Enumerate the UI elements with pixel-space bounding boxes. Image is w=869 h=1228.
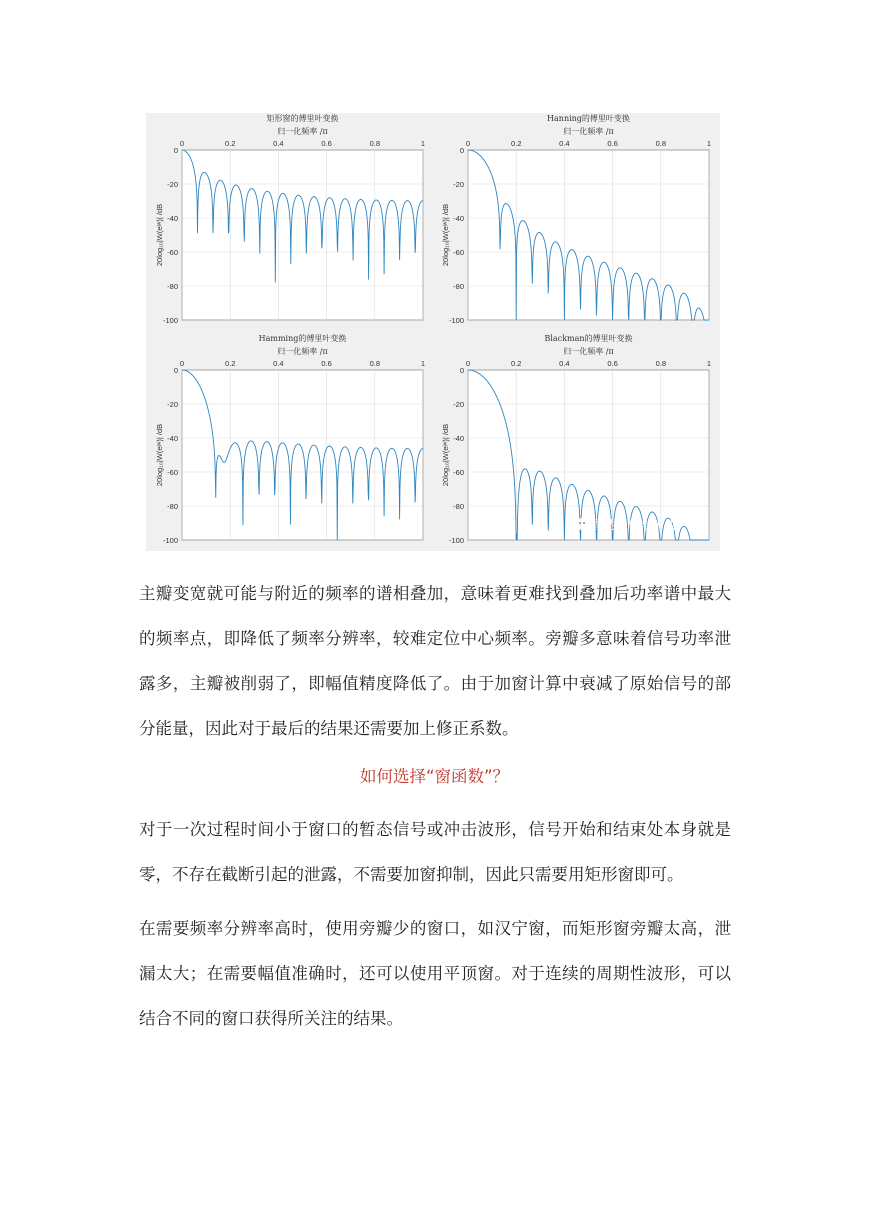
x-tick-label: 0.2 [224,139,236,148]
plot-title: Hamming的傅里叶变换 [258,334,347,343]
y-tick-label: -100 [448,536,464,545]
x-tick-label: 0.2 [224,359,236,368]
y-tick-label: -40 [453,214,464,223]
x-tick-label: 0.2 [510,359,522,368]
spectrum-plot-1 [155,113,425,325]
y-tick-label: -100 [448,316,464,325]
y-tick-label: -80 [167,502,178,511]
x-tick-label: 0.2 [510,139,522,148]
y-tick-label: -20 [453,400,464,409]
x-tick-label: 0.6 [607,139,618,148]
x-tick-label: 0.8 [655,139,667,148]
y-tick-label: -100 [162,316,178,325]
watermark-text: 雷达通信电子战 [592,518,677,532]
x-tick-label: 0 [179,139,185,148]
x-tick-label: 0.4 [559,359,570,368]
y-tick-label: -20 [453,180,464,189]
y-tick-label: 0 [173,366,178,375]
y-tick-label: -100 [162,536,178,545]
x-tick-label: 0.8 [655,359,667,368]
plot-title: Hanning的傅里叶变换 [547,114,630,123]
figure-canvas [146,113,720,551]
y-tick-label: 0 [459,366,464,375]
paragraph-transient: 对于一次过程时间小于窗口的暂态信号或冲击波形，信号开始和结束处本身就是零，不存在截断引起的泄露，不需要加窗抑制，因此只需要用矩形窗即可。 [139,820,731,884]
x-tick-label: 0.6 [321,139,332,148]
wechat-icon [576,518,588,530]
y-tick-label: 0 [173,146,178,155]
y-tick-label: -60 [167,468,178,477]
plot-title: Blackman的傅里叶变换 [544,334,633,343]
plot-area [182,150,423,320]
y-tick-label: -40 [167,214,178,223]
paragraph-selection: 在需要频率分辨率高时，使用旁瓣少的窗口，如汉宁窗，而矩形窗旁瓣太高，泄漏太大；在需要幅值准确时，还可以使用平顶窗。对于连续的周期性波形，可以结合不同的窗口获得所关注的结果。 [139,919,731,1028]
plot-area [468,150,709,320]
x-tick-label: 1 [420,359,426,368]
x-tick-label: 1 [420,139,426,148]
y-tick-label: -60 [453,248,464,257]
plot-area [182,370,423,540]
y-tick-label: -40 [453,434,464,443]
x-tick-label: 0 [179,359,185,368]
spectrum-plot-4 [441,333,711,545]
x-tick-label: 0.8 [369,359,381,368]
x-tick-label: 0 [465,139,471,148]
y-axis-label: 20log₁₀|W(eʲʷ)| /dB [155,423,164,487]
x-tick-label: 1 [706,359,712,368]
spectrum-plot-2 [441,113,711,325]
x-tick-label: 0.6 [321,359,332,368]
x-tick-label: 0.4 [273,139,284,148]
x-tick-label: 0.6 [607,359,618,368]
plot-title: 矩形窗的傅里叶变换 [266,114,339,123]
y-tick-label: -80 [167,282,178,291]
y-tick-label: -80 [453,502,464,511]
x-tick-label: 0 [465,359,471,368]
x-axis-label: 归一化频率 /π [563,127,614,136]
window-spectrum-figure [146,113,720,551]
x-axis-label: 归一化频率 /π [563,347,614,356]
x-tick-label: 0.4 [559,139,570,148]
spectrum-plot-3 [155,333,425,545]
y-tick-label: -60 [453,468,464,477]
y-axis-label: 20log₁₀|W(eʲʷ)| /dB [441,203,450,267]
y-axis-label: 20log₁₀|W(eʲʷ)| /dB [441,423,450,487]
y-tick-label: 0 [459,146,464,155]
x-tick-label: 0.4 [273,359,284,368]
x-tick-label: 0.8 [369,139,381,148]
plot-area [468,370,709,540]
y-tick-label: -20 [167,400,178,409]
y-tick-label: -20 [167,180,178,189]
section-heading: 如何选择“窗函数”？ [359,767,510,786]
x-axis-label: 归一化频率 /π [277,347,328,356]
y-tick-label: -80 [453,282,464,291]
y-tick-label: -60 [167,248,178,257]
paragraph-mainlobe: 主瓣变宽就可能与附近的频率的谱相叠加，意味着更难找到叠加后功率谱中最大的频率点，即降低了频率分辨率，较难定位中心频率。旁瓣多意味着信号功率泄露多，主瓣被削弱了，即幅值精度降低了。由于加窗计算中衰减了原始信号的部分能量，因此对于最后的结果还需要加上修正系数。 [139,584,731,738]
x-axis-label: 归一化频率 /π [277,127,328,136]
y-axis-label: 20log₁₀|W(eʲʷ)| /dB [155,203,164,267]
y-tick-label: -40 [167,434,178,443]
x-tick-label: 1 [706,139,712,148]
